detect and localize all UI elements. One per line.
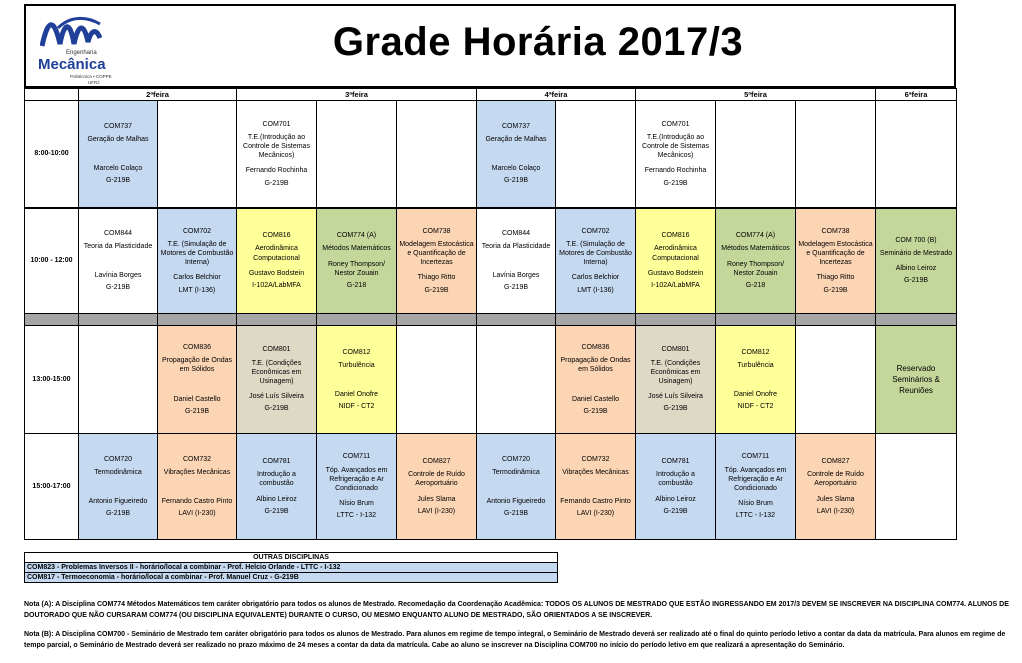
empty-cell bbox=[796, 326, 876, 434]
empty-cell bbox=[716, 101, 796, 208]
logo-sub1-text: Politécnica • COPPE bbox=[70, 74, 112, 79]
course-cell: COM827 Controle de Ruído Aeroportuário Jules Slama LAVI (I-230) bbox=[796, 434, 876, 540]
corner-cell bbox=[25, 89, 79, 101]
course-cell: COM844 Teoria da Plasticidade Lavínia Borges G-219B bbox=[79, 208, 158, 314]
slot-row-1300 bbox=[25, 326, 957, 434]
course-cell: COM711 Tóp. Avançados em Refrigeração e Ar Condicionado Nísio Brum LTTC - I-132 bbox=[716, 434, 796, 540]
day-header-thursday: 5ªfeira bbox=[636, 89, 876, 101]
course-cell: COM816 Aerodinâmica Computacional Gustavo Bodstein I-102A/LabMFA bbox=[237, 208, 317, 314]
other-courses-table bbox=[24, 552, 558, 583]
course-cell: COM774 (A) Métodos Matemáticos Roney Thompson/ Nestor Zouain G-218 bbox=[716, 208, 796, 314]
lunch-separator-row bbox=[25, 314, 957, 326]
empty-cell bbox=[796, 101, 876, 208]
course-cell: COM816 Aerodinâmica Computacional Gustavo Bodstein I-102A/LabMFA bbox=[636, 208, 716, 314]
day-header-monday: 2ªfeira bbox=[79, 89, 237, 101]
logo-top-text: Engenharia bbox=[66, 50, 97, 56]
course-cell: COM701 T.E.(Introdução ao Controle de Sistemas Mecânicos) Fernando Rochinha G-219B bbox=[237, 101, 317, 208]
course-cell: COM781 Introdução a combustão Albino Leiroz G-219B bbox=[636, 434, 716, 540]
time-label: 13:00-15:00 bbox=[25, 326, 79, 434]
slot-row-1000 bbox=[25, 208, 957, 314]
logo-sub2-text: UFRJ bbox=[88, 80, 100, 85]
engenharia-mecanica-logo bbox=[36, 12, 116, 84]
course-cell: COM836 Propagação de Ondas em Sólidos Daniel Castello G-219B bbox=[158, 326, 237, 434]
time-label: 15:00-17:00 bbox=[25, 434, 79, 540]
days-header-row bbox=[25, 89, 957, 101]
schedule-header bbox=[24, 4, 956, 88]
slot-row-1500 bbox=[25, 434, 957, 540]
course-cell: COM781 Introdução a combustão Albino Leiroz G-219B bbox=[237, 434, 317, 540]
course-cell: COM732 Vibrações Mecânicas Fernando Castro Pinto LAVI (I-230) bbox=[556, 434, 636, 540]
day-header-tuesday: 3ªfeira bbox=[237, 89, 477, 101]
empty-cell bbox=[317, 101, 397, 208]
course-cell: COM720 Termodinâmica Antonio Figueiredo G-219B bbox=[477, 434, 556, 540]
course-cell: COM732 Vibrações Mecânicas Fernando Castro Pinto LAVI (I-230) bbox=[158, 434, 237, 540]
empty-cell bbox=[158, 101, 237, 208]
course-cell: COM812 Turbulência Daniel Onofre NIDF - CT2 bbox=[716, 326, 796, 434]
course-cell: COM 700 (B) Seminário de Mestrado Albino Leiroz G-219B bbox=[876, 208, 957, 314]
logo-waves-icon bbox=[40, 14, 102, 48]
course-cell: COM836 Propagação de Ondas em Sólidos Daniel Castello G-219B bbox=[556, 326, 636, 434]
course-cell: COM738 Modelagem Estocástica e Quantificação de Incertezas Thiago Ritto G-219B bbox=[397, 208, 477, 314]
reserved-cell: Reservado Seminários & Reuniões bbox=[876, 326, 957, 434]
other-course-row: COM817 - Termoeconomia - horário/local a combinar - Prof. Manuel Cruz - G-219B bbox=[25, 573, 558, 583]
slot-row-0800 bbox=[25, 101, 957, 208]
time-label: 8:00-10:00 bbox=[25, 101, 79, 208]
day-header-friday: 6ªfeira bbox=[876, 89, 957, 101]
course-cell: COM702 T.E. (Simulação de Motores de Combustão Interna) Carlos Belchior LMT (I-136) bbox=[158, 208, 237, 314]
notes-section bbox=[24, 600, 1014, 660]
course-cell: COM737 Geração de Malhas Marcelo Colaço G-219B bbox=[79, 101, 158, 208]
empty-cell bbox=[876, 101, 957, 208]
empty-cell bbox=[556, 101, 636, 208]
course-cell: COM827 Controle de Ruído Aeroportuário Jules Slama LAVI (I-230) bbox=[397, 434, 477, 540]
time-label: 10:00 - 12:00 bbox=[25, 208, 79, 314]
course-cell: COM812 Turbulência Daniel Onofre NIDF - CT2 bbox=[317, 326, 397, 434]
course-cell: COM737 Geração de Malhas Marcelo Colaço G-219B bbox=[477, 101, 556, 208]
course-cell: COM844 Teoria da Plasticidade Lavínia Borges G-219B bbox=[477, 208, 556, 314]
logo-main-text: Mecânica bbox=[38, 56, 106, 73]
course-cell: COM720 Termodinâmica Antonio Figueiredo G-219B bbox=[79, 434, 158, 540]
note-b: Nota (B): A Disciplina COM700 - Seminário de Mestrado tem caráter obrigatório para todos os alunos de Mestrado. Para alunos em regime de tempo integral, o Seminário de Mestrado deverá ser realizado até o final do quinto período letivo a contar da data da matrícula. Para alunos em regime de tempo parcial, o Seminário de Mestrado deverá ser realizado no prazo máximo de 24 meses a contar da data da matrícula. Cabe ao aluno se inscrever na Disciplina COM700 no início do período letivo em que realizará a apresentação do Seminário. bbox=[24, 631, 1006, 649]
empty-cell bbox=[79, 326, 158, 434]
empty-cell bbox=[397, 101, 477, 208]
course-cell: COM711 Tóp. Avançados em Refrigeração e Ar Condicionado Nísio Brum LTTC - I-132 bbox=[317, 434, 397, 540]
course-cell: COM774 (A) Métodos Matemáticos Roney Thompson/ Nestor Zouain G-218 bbox=[317, 208, 397, 314]
course-cell: COM738 Modelagem Estocástica e Quantificação de Incertezas Thiago Ritto G-219B bbox=[796, 208, 876, 314]
schedule-grid bbox=[24, 88, 957, 540]
page-title: Grade Horária 2017/3 bbox=[332, 20, 744, 64]
empty-cell bbox=[397, 326, 477, 434]
day-header-wednesday: 4ªfeira bbox=[477, 89, 636, 101]
course-cell: COM702 T.E. (Simulação de Motores de Combustão Interna) Carlos Belchior LMT (I-136) bbox=[556, 208, 636, 314]
course-cell: COM801 T.E. (Condições Econômicas em Usinagem) José Luís Silveira G-219B bbox=[636, 326, 716, 434]
other-course-row: COM823 - Problemas Inversos II - horário/local a combinar - Prof. Helcio Orlande - LTTC - I-132 bbox=[25, 563, 558, 573]
empty-cell bbox=[477, 326, 556, 434]
course-cell: COM801 T.E. (Condições Econômicas em Usinagem) José Luís Silveira G-219B bbox=[237, 326, 317, 434]
course-cell: COM701 T.E.(Introdução ao Controle de Sistemas Mecânicos) Fernando Rochinha G-219B bbox=[636, 101, 716, 208]
other-courses-header: OUTRAS DISCIPLINAS bbox=[25, 553, 558, 563]
note-a: Nota (A): A Disciplina COM774 Métodos Matemáticos tem caráter obrigatório para todos os alunos de Mestrado. Recomedação da Coordenação Acadêmica: TODOS OS ALUNOS DE MESTRADO QUE ESTÃO INGRESSANDO EM 2017/3 DEVEM SE INSCREVER NA DISCIPLINA COM774. ALUNOS DE DOUTORADO QUE NÃO CURSARAM COM774 (OU DISCIPLINA EQUIVALENTE) DURANTE O CURSO, OU MESMO ENQUANTO ALUNO DE MESTRADO, SÃO ORIENTADOS A SE INSCREVER. bbox=[24, 601, 1009, 619]
empty-cell bbox=[876, 434, 957, 540]
